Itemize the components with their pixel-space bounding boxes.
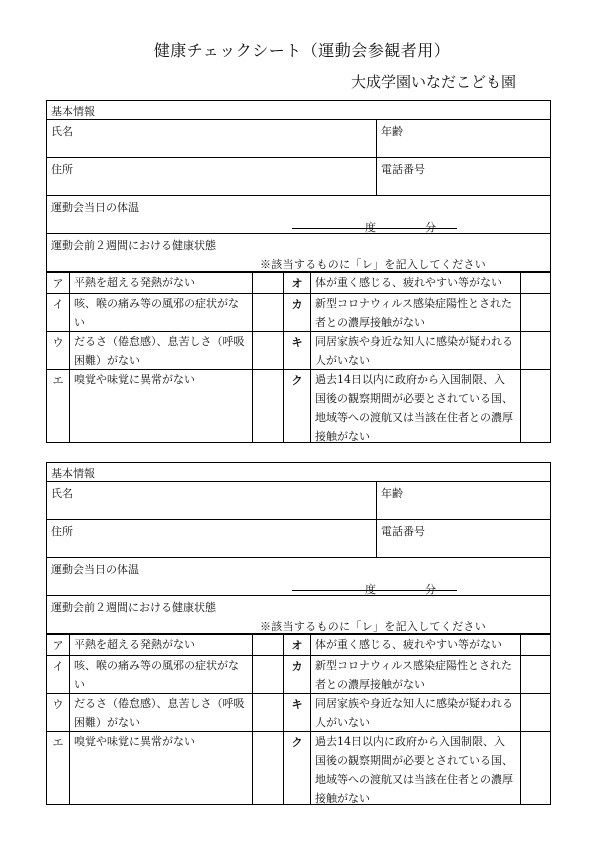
temperature-row (47, 196, 550, 234)
check-id: オ (291, 277, 303, 290)
check-id: ア (52, 277, 64, 290)
check-text: 同居家族や身近な知人に感染が疑われる人がいない (315, 697, 513, 729)
check-id: ウ (52, 698, 64, 711)
page-title: 健康チェックシート（運動会参観者用） (153, 41, 451, 60)
check-row (47, 369, 550, 442)
check-id: カ (291, 298, 303, 311)
temperature-label: 運動会当日の体温 (51, 201, 139, 214)
organization-name: 大成学園いなだこども園 (350, 73, 516, 91)
health-label: 運動会前２週間における健康状態 (51, 601, 216, 614)
check-id: ウ (52, 336, 64, 349)
check-row (47, 655, 550, 693)
instruction-note: ※該当するものに「レ」を記入してください (260, 258, 486, 271)
health-header-row (47, 234, 550, 272)
temp-degree-label: 度 (365, 221, 376, 234)
check-text: 過去14日以内に政府から入国制限、入国後の観察期間が必要とされている国、地域等への渡航又は当該在住者との濃厚接触がない (315, 735, 513, 805)
check-row (47, 693, 550, 731)
temperature-row (47, 558, 550, 596)
check-id: ク (291, 374, 303, 387)
check-id: キ (291, 336, 303, 349)
check-text: 新型コロナウィルス感染症陽性とされた者との濃厚接触がない (315, 297, 513, 329)
check-id: イ (52, 298, 64, 311)
check-id: ア (52, 639, 64, 652)
name-age-row (47, 120, 550, 158)
address-label: 住所 (51, 525, 73, 538)
basic-info-header (47, 463, 550, 482)
basic-info-label: 基本情報 (51, 105, 95, 118)
check-text: 平熱を超える発熱がない (74, 638, 195, 651)
check-id: カ (291, 660, 303, 673)
address-label: 住所 (51, 163, 73, 176)
instruction-note: ※該当するものに「レ」を記入してください (260, 620, 486, 633)
name-label: 氏名 (51, 125, 73, 138)
phone-label: 電話番号 (381, 163, 425, 176)
check-row (47, 634, 550, 655)
basic-info-header (47, 101, 550, 120)
basic-info-label: 基本情報 (51, 467, 95, 480)
name-label: 氏名 (51, 487, 73, 500)
health-label: 運動会前２週間における健康状態 (51, 239, 216, 252)
address-phone-row (47, 158, 550, 196)
temperature-label: 運動会当日の体温 (51, 563, 139, 576)
check-id: ク (291, 736, 303, 749)
check-id: キ (291, 698, 303, 711)
check-text: 同居家族や身近な知人に感染が疑われる人がいない (315, 335, 513, 367)
check-text: だるさ（倦怠感）、息苦しさ（呼吸困難）がない (74, 335, 245, 367)
check-id: エ (52, 374, 64, 387)
check-text: 嗅覚や味覚に異常がない (74, 735, 195, 748)
check-text: 体が重く感じる、疲れやすい等がない (315, 276, 502, 289)
check-id: オ (291, 639, 303, 652)
health-header-row (47, 596, 550, 634)
temp-minute-label: 分 (425, 221, 436, 234)
check-row (47, 331, 550, 369)
health-checklist (47, 634, 550, 804)
check-text: だるさ（倦怠感）、息苦しさ（呼吸困難）がない (74, 697, 245, 729)
health-form-2 (46, 462, 551, 805)
check-row (47, 272, 550, 293)
check-row (47, 731, 550, 804)
check-id: エ (52, 736, 64, 749)
phone-label: 電話番号 (381, 525, 425, 538)
age-label: 年齢 (381, 487, 403, 500)
temp-degree-label: 度 (365, 583, 376, 596)
age-label: 年齢 (381, 125, 403, 138)
check-text: 平熱を超える発熱がない (74, 276, 195, 289)
check-text: 過去14日以内に政府から入国制限、入国後の観察期間が必要とされている国、地域等への渡航又は当該在住者との濃厚接触がない (315, 373, 513, 443)
check-text: 咳、喉の痛み等の風邪の症状がない (74, 659, 239, 691)
name-age-row (47, 482, 550, 520)
check-text: 咳、喉の痛み等の風邪の症状がない (74, 297, 239, 329)
address-phone-row (47, 520, 550, 558)
check-row (47, 293, 550, 331)
check-id: イ (52, 660, 64, 673)
temp-minute-label: 分 (425, 583, 436, 596)
check-text: 新型コロナウィルス感染症陽性とされた者との濃厚接触がない (315, 659, 513, 691)
health-checklist (47, 272, 550, 442)
check-text: 嗅覚や味覚に異常がない (74, 373, 195, 386)
check-text: 体が重く感じる、疲れやすい等がない (315, 638, 502, 651)
health-form-1 (46, 100, 551, 443)
